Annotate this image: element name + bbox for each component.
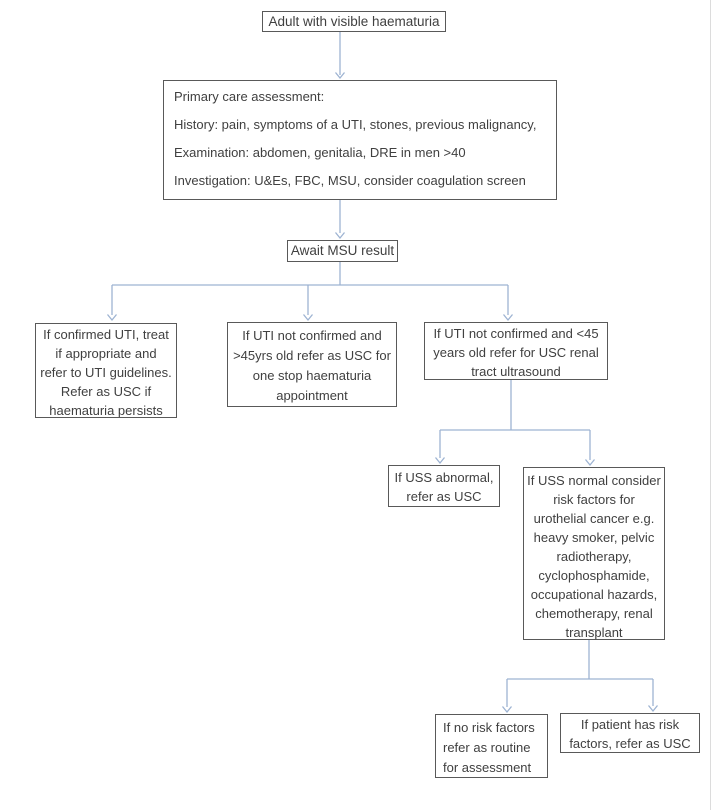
connector-msu-branch [108,262,513,320]
page-edge-line [710,0,711,810]
connector-risk-branch [503,640,658,712]
node-await-msu-result: Await MSU result [287,240,398,262]
connector-ultrasound-branch [436,380,595,465]
node-confirmed-uti: If confirmed UTI, treat if appropriate and refer to UTI guidelines. Refer as USC if haematuria persists [35,323,177,418]
node-adult-visible-haematuria: Adult with visible haematuria [262,11,446,32]
node-primary-care-assessment: Primary care assessment: History: pain, symptoms of a UTI, stones, previous malignancy, Examination: abdomen, genitalia, DRE in men >40 Investigation: U&Es, FBC, MSU, consider coagulation screen [163,80,557,200]
node-uti-not-confirmed-over-45: If UTI not confirmed and >45yrs old refer as USC for one stop haematuria appointment [227,322,397,407]
connector-primary-to-await-arrow [336,200,345,238]
connector-start-to-primary-arrow [336,32,345,78]
node-has-risk-factors: If patient has risk factors, refer as USC [560,713,700,753]
node-uti-not-confirmed-under-45: If UTI not confirmed and <45 years old refer for USC renal tract ultrasound [424,322,608,380]
node-uss-abnormal: If USS abnormal, refer as USC [388,465,500,507]
node-no-risk-factors: If no risk factors refer as routine for assessment [435,714,548,778]
node-uss-normal-risk-factors: If USS normal consider risk factors for urothelial cancer e.g. heavy smoker, pelvic radiotherapy, cyclophosphamide, occupational hazards, chemotherapy, renal transplant [523,467,665,640]
